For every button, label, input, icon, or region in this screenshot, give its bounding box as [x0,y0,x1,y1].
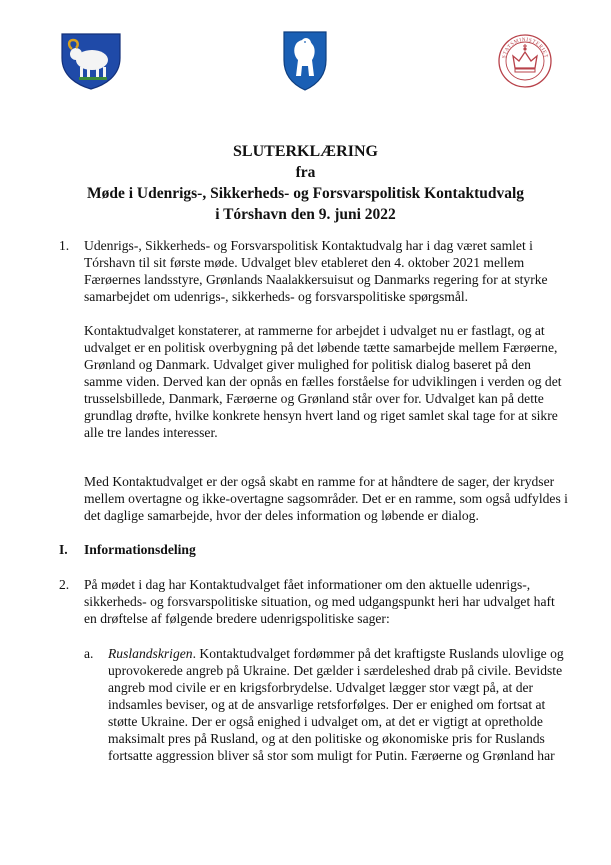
item-title: Ruslandskrigen [108,646,193,661]
seal-text: STATSMINISTERIET [501,36,549,59]
text-line: Tórshavn til sit første møde. Udvalget blev etableret den 4. oktober 2021 mellem [84,255,525,270]
text-line: grundlag drøfte, hvilke konkrete hensyn hvert land og riget samlet skal tage for at sikre [84,408,558,423]
title-line-2: fra [295,164,316,181]
text-line: sikkerheds- og forsvarspolitiske situation, og med udgangspunkt heri har udvalget haft [84,594,555,609]
title-line-1: SLUTERKLÆRING [233,143,378,160]
section-number: I. [59,542,68,557]
text-line: mellem overtagne og ikke-overtagne sagsområder. Det er en ramme, som også udfyldes i [84,491,568,506]
text-line: samarbejdet om udenrigs-, sikkerheds- og forsvarspolitiske spørgsmål. [84,289,469,304]
text-line [108,645,564,662]
title-line-4: i Tórshavn den 9. juni 2022 [215,206,396,223]
text-line: indsamles beviser, og at de ansvarlige retsforfølges. Der er enighed om fortsat at [108,697,546,712]
list-letter: a. [84,646,94,661]
text-line: samme viden. Derved kan der opnås en fælles forståelse for udviklingen i verden og det [84,374,562,389]
text-line: Kontaktudvalget konstaterer, at rammerne for arbejdet i udvalget nu er fastlagt, og at [84,323,545,338]
polar-bear-shield-icon [282,30,328,92]
text-line: Med Kontaktudvalget er der også skabt en ramme for at håndtere de sager, der krydser [84,474,555,489]
text-line: fortsatte aggression bliver så stor som muligt for Putin. Færøerne og Grønland har [108,748,555,763]
paragraph-1c [84,473,568,524]
text-line: støtte Ukraine. Der er også enighed i udvalget om, at det er vigtigt at opretholde [108,714,543,729]
item-text: . Kontaktudvalget fordømmer på det kraftigste Ruslands ulovlige og [192,646,564,661]
document-title [0,141,611,225]
text-line: angreb mod civile er en krigsforbrydelse. Udvalget lægger stor vægt på, at der [108,680,534,695]
text-line: Færøernes landsstyre, Grønlands Naalakkersuisut og Danmarks regering for at styrke [84,272,548,287]
greenland-polar-bear-emblem [282,30,328,92]
text-line: Udenrigs-, Sikkerheds- og Forsvarspolitisk Kontaktudvalg har i dag været samlet i [84,238,533,253]
text-line: alle tre landes interesser. [84,425,218,440]
paragraph-number: 1. [59,238,70,253]
section-heading: Informationsdeling [84,542,196,557]
text-line: en drøftelse af følgende bredere udenrigspolitiske sager: [84,611,390,626]
text-line: På mødet i dag har Kontaktudvalget fået informationer om den aktuelle udenrigs-, [84,577,531,592]
text-line: det daglige samarbejde, hvor der deles information og løbende er dialog. [84,508,479,523]
text-line: udvalget er en politisk overbygning på det løbende tætte samarbejde mellem Færøerne, [84,340,558,355]
crown-seal-icon [496,32,554,90]
prime-ministry-seal [496,32,554,90]
paragraph-1b [84,322,562,441]
text-line: trusselsbillede, Danmark, Færøerne og Grønland står over for. Udvalget kan på dette [84,391,544,406]
ram-shield-icon [59,32,123,90]
paragraph-1 [84,237,548,305]
paragraph-number: 2. [59,577,70,592]
paragraph-2 [84,576,555,627]
text-line: uprovokerede angreb på Ukraine. Det gælder i særdeleshed drab på civile. Bevidste [108,663,563,678]
title-line-3: Møde i Udenrigs-, Sikkerheds- og Forsvarspolitisk Kontaktudvalg [86,185,525,202]
text-line: Grønland og Danmark. Udvalget giver mulighed for politisk dialog baseret på den [84,357,531,372]
faroe-ram-emblem [59,32,123,90]
text-line: maksimalt pres på Rusland, og at den politiske og økonomiske pris for Ruslands [108,731,545,746]
list-item-a [108,645,564,764]
